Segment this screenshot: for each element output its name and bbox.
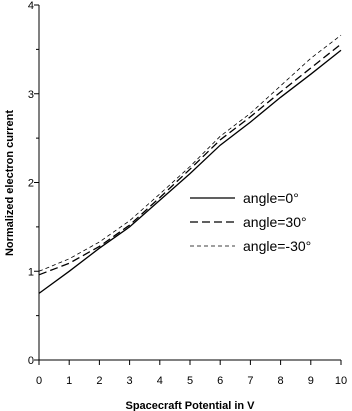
x-tick-label: 3: [126, 375, 133, 387]
legend: [190, 190, 311, 254]
y-tick-label: 1: [27, 266, 34, 279]
x-axis-ticks: [36, 360, 347, 387]
y-tick-label: 2: [27, 177, 34, 190]
y-tick-label: 4: [27, 0, 34, 12]
x-tick-label: 0: [35, 375, 43, 387]
y-tick-label: 0: [27, 355, 34, 367]
x-tick-label: 1: [66, 375, 73, 387]
y-axis-title: Normalized electron current: [4, 109, 16, 257]
legend-label: angle=30°: [243, 214, 307, 230]
series-line-1: [39, 50, 341, 293]
x-tick-label: 2: [96, 375, 103, 387]
x-tick-label: 5: [186, 375, 194, 387]
x-axis-title: Spacecraft Potential in V: [125, 400, 255, 411]
x-tick-label: 7: [247, 375, 254, 387]
legend-label: angle=-30°: [243, 238, 312, 254]
plot-area: [28, 0, 347, 387]
series-line-3: [39, 35, 341, 271]
y-tick-label: 3: [27, 88, 34, 101]
y-axis-ticks: [28, 0, 39, 367]
x-tick-label: 4: [156, 375, 163, 387]
x-tick-label: 8: [277, 375, 284, 387]
x-tick-label: 9: [307, 375, 314, 387]
x-tick-label: 10: [334, 375, 348, 387]
legend-label: angle=0°: [243, 190, 299, 206]
series-lines: [39, 35, 341, 293]
x-tick-label: 6: [217, 375, 224, 387]
